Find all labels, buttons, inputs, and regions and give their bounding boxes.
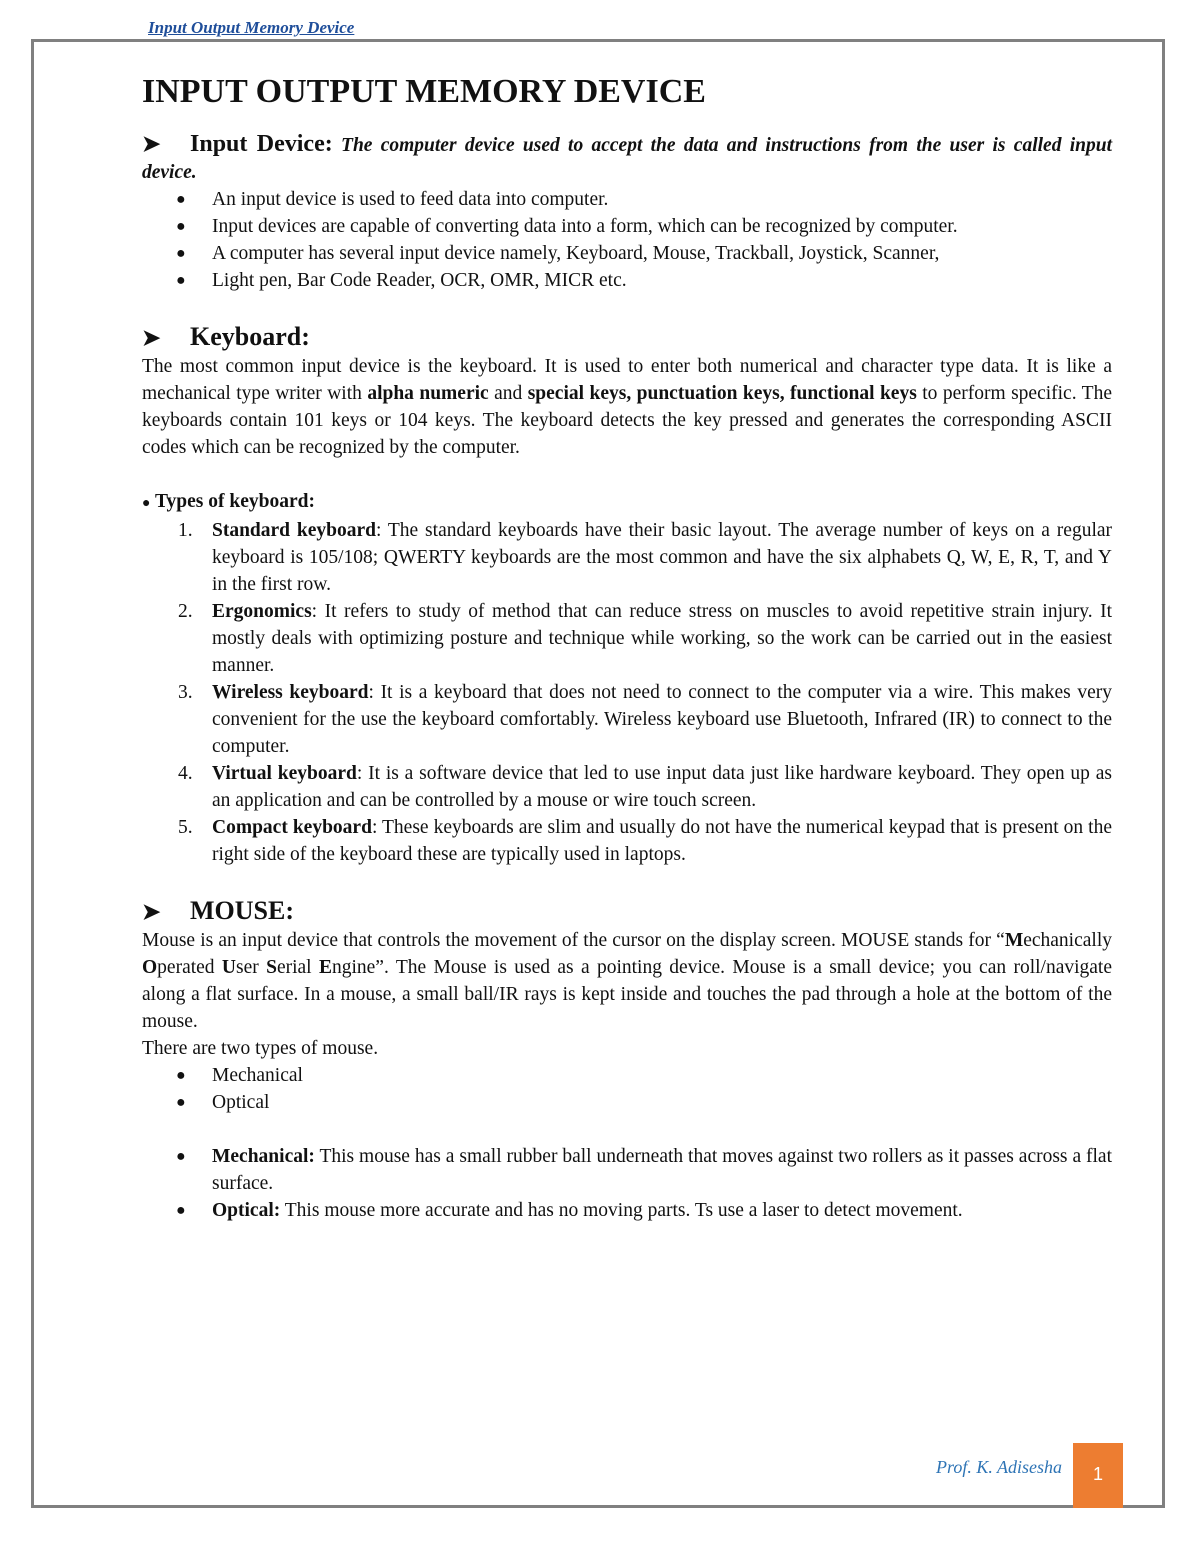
bullet-icon: ● [176,245,186,262]
bullet-icon: ● [176,1094,186,1111]
list-item: 2. Ergonomics: It refers to study of method that can reduce stress on muscles to avoid repetitive strain injury. It mostly deals with optimizing posture and technique while working, so the work can be carried out in the easiest manner. [178,601,1112,676]
bullet-icon: ● [176,1148,186,1165]
bullet-icon: ● [176,218,186,235]
page-number-badge: 1 [1073,1443,1123,1508]
list-item: ● Mechanical [142,1062,1112,1089]
list-item: 3. Wireless keyboard: It is a keyboard that does not need to connect to the computer via a wire. This makes very convenient for the use the keyboard comfortably. Wireless keyboard use Bluetooth, Infrared (IR) to connect to the computer. [178,682,1113,757]
list-item: ● Input devices are capable of converting data into a form, which can be recognized by computer. [142,213,1112,240]
mouse-heading: ➤ MOUSE: [142,896,294,925]
input-device-def: The computer device used to accept the data and instructions from the user is called input device. [142,135,1113,183]
keyboard-types-heading: ● Types of keyboard: [142,491,315,512]
list-item: ● A computer has several input device namely, Keyboard, Mouse, Trackball, Joystick, Scanner, [142,240,1112,267]
mouse-details-list [142,1143,1112,1224]
mouse-paragraph: Mouse is an input device that controls the movement of the cursor on the display screen. MOUSE stands for “Mechanically Operated User Serial Engine”. The Mouse is used as a pointing device. Mouse is a small device; you can roll/navigate along a flat surface. In a mouse, a small ball/IR rays is kept inside and touches the pad through a hole at the bottom of the mouse. [142,930,1112,1032]
mouse-types-line: There are two types of mouse. [142,1038,379,1059]
footer-author: Prof. K. Adisesha [935,1457,1062,1477]
list-item: ● An input device is used to feed data into computer. [142,186,1112,213]
list-item: ● Mechanical: This mouse has a small rubber ball underneath that moves against two rollers as it passes across a flat surface. [142,1143,1112,1197]
list-item: 5. Compact keyboard: These keyboards are slim and usually do not have the numerical keypad that is present on the right side of the keyboard these are typically used in laptops. [178,817,1112,865]
keyboard-paragraph: The most common input device is the keyboard. It is used to enter both numerical and character type data. It is like a mechanical type writer with alpha numeric and special keys, punctuation keys, functional keys to perform specific. The keyboards contain 101 keys or 104 keys. The keyboard detects the key pressed and generates the corresponding ASCII codes which can be recognized by the computer. [142,356,1112,458]
keyboard-heading: ➤ Keyboard: [142,322,310,351]
list-item: ● Optical: This mouse more accurate and has no moving parts. Ts use a laser to detect movement. [142,1197,1112,1224]
list-item: 1. Standard keyboard: The standard keyboards have their basic layout. The average number of keys on a regular keyboard is 105/108; QWERTY keyboards are the most common and have the six alphabets Q, W, E, R, T, and Y in the first row. [178,520,1113,595]
page-content [142,72,1112,1224]
arrow-bullet-icon: ➤ [142,899,161,924]
running-header: Input Output Memory Device [148,18,355,37]
list-item: ● Light pen, Bar Code Reader, OCR, OMR, MICR etc. [142,267,1112,294]
list-item: ● Optical [142,1089,1112,1116]
keyboard-types-list [142,517,1112,868]
bullet-icon: ● [176,272,186,289]
bullet-icon: ● [176,1067,186,1084]
bullet-icon: ● [142,496,151,511]
bullet-icon: ● [176,1202,186,1219]
list-item: 4. Virtual keyboard: It is a software device that led to use input data just like hardware keyboard. They open up as an application and can be controlled by a mouse or wire touch screen. [178,763,1112,811]
page-title: INPUT OUTPUT MEMORY DEVICE [142,73,706,110]
mouse-types-list [142,1062,1112,1116]
arrow-bullet-icon: ➤ [142,131,161,156]
input-device-term: Input Device: [190,131,333,157]
bullet-icon: ● [176,191,186,208]
input-device-definition [142,130,1112,186]
input-device-list [142,186,1112,294]
arrow-bullet-icon: ➤ [142,325,161,350]
